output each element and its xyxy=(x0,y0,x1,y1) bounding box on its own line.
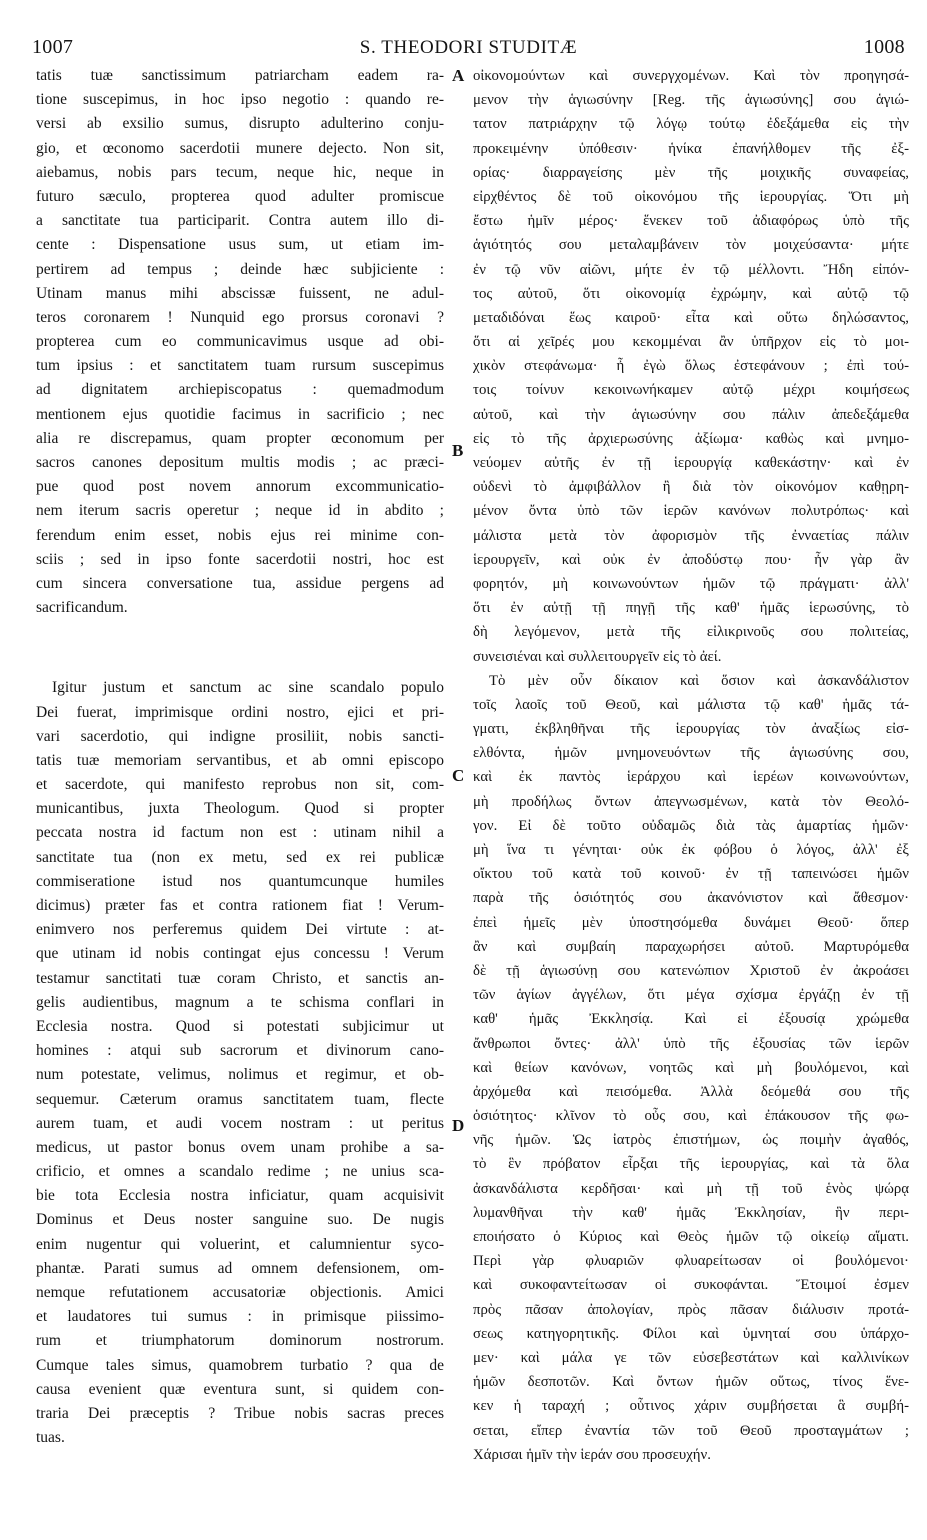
greek-paragraph-2 xyxy=(473,669,909,1467)
text-line: dicimus) præter fas et contra rationem fiat ! Verum- xyxy=(36,897,444,914)
text-line: gelis audientibus, magnum a te schisma conflari in xyxy=(36,993,444,1011)
text-line: enimvero nos perferemus quidem Dei virtute : at- xyxy=(36,921,444,939)
text-line: nemque refutationem accusatoriæ objectionis. Amici xyxy=(36,1284,444,1301)
text-line: ὁσιότητος· κλῖνον τὸ οὖς σου, καὶ ἐπάκουσον τῆς φω- xyxy=(473,1108,909,1125)
text-line: Χάρισαι ἡμῖν τὴν ἱεράν σου προσευχήν. xyxy=(473,1446,711,1463)
text-line: προκειμένην ὑπόθεσιν· ἡνίκα ἐπανήλθομεν τῆς ἐξ- xyxy=(473,140,909,157)
text-line: aurem tuam, et audi vocem nostram : ut peritus xyxy=(36,1114,444,1132)
text-line: rum et triumphatorum dominorum nostrorum. xyxy=(36,1332,444,1350)
text-line: crificio, et omnes a scandalo redime ; ne unius sca- xyxy=(36,1163,444,1181)
text-line: καὶ θείων κανόνων, νοητῶς καὶ μὴ βουλόμενοι, καὶ xyxy=(473,1059,909,1076)
text-line: medicus, ut pastor bonus ovem unam prohibe a sa- xyxy=(36,1138,444,1156)
text-line: tatis tuæ memoriam servantibus, et ab omni episcopo xyxy=(36,751,444,769)
text-line: ἄνθρωποι ὄντες· ἀλλ' ὑπὸ τῆς ἐξουσίας τῶν ἱερῶν xyxy=(473,1035,909,1052)
text-line: ἂν καὶ συμβαίη παραχωρήσει αὐτοῦ. Μαρτυρόμεθα xyxy=(473,938,909,955)
text-line: γον. Εἰ δὲ τοῦτο οὐδαμῶς διὰ τὰς ἁμαρτίας ἡμῶν· xyxy=(473,817,909,834)
text-line: a sanctitate tua participarit. Contra autem illo di- xyxy=(36,212,444,230)
text-line: ὅτι ἐν αὐτῇ τῇ πηγῇ τῆς καθ' ἡμᾶς ἱερωσύνης, τὸ xyxy=(473,600,909,617)
text-line: enim nugentur qui voluerint, et calumnientur syco- xyxy=(36,1235,444,1253)
text-line: vari sacerdotio, qui indigne prosiliit, nobis sancti- xyxy=(36,727,444,745)
text-line: καὶ συκοφαντείτωσαν οἱ συκοφάνται. Ἕτοιμοί ἐσμεν xyxy=(473,1277,909,1294)
text-line: μὴ ἵνα τι γένηται· οὐκ ἐκ φόβου ὁ λόγος, ἀλλ' ἐξ xyxy=(473,842,909,858)
text-line: propterea cum eo communicavimus usque ad obi- xyxy=(36,333,444,351)
text-line: νῆς ἡμῶν. Ὡς ἰατρὸς ἐπιστήμων, ὡς ποιμὴν ἀγαθός, xyxy=(473,1132,909,1149)
text-line: μάλιστα μετὰ τὸν ἀφορισμὸν τῆς ἐνναετίας πάλιν xyxy=(473,527,909,544)
text-line: bie tota Ecclesia nostra inficiatur, quam acquisivit xyxy=(36,1187,444,1205)
text-line: homines : atqui sub sacrorum et divinorum cano- xyxy=(36,1042,444,1060)
text-line: ὅτι αἱ χεῖρές μου κεκομμέναι ἂν ὑπῆρχον εἰς τὸ μοι- xyxy=(473,334,909,351)
text-line: τῶν ἁγίων ἀγγέλων, ὅτι μέγα σχίσμα ἐργάζῃ ἐν τῇ xyxy=(473,987,909,1004)
text-line: εἰρχθέντος δὲ τοῦ οἰκονόμου τῆς ἱερουργίας. Ὅτι μὴ xyxy=(473,188,909,205)
text-line: λυμανθῆναι τὴν καθ' ἡμᾶς Ἐκκλησίαν, ἣν περι- xyxy=(473,1204,909,1221)
text-line: cum sincera conversatione tua, assidue pergens ad xyxy=(36,574,444,592)
text-line: sacrificandum. xyxy=(36,599,128,617)
text-line: pertirem ad tempus ; deinde hæc subjiciente : xyxy=(36,260,444,278)
running-title: S. THEODORI STUDITÆ xyxy=(359,37,578,58)
text-line: ἐπεὶ ἡμεῖς μὲν ὑποστησόμεθα δυνάμει Θεοῦ· ὅπερ xyxy=(473,914,909,931)
text-line: καὶ ἐκ παντὸς ἱεράρχου καὶ ἱερέων κοινωνούντων, xyxy=(473,769,909,786)
text-line: pue quod post novem annorum excommunicatio- xyxy=(36,478,444,496)
text-line: Dei fuerat, imprimisque ordini nostro, ejici et pri- xyxy=(36,703,444,721)
text-line: sanctitate tua (non ex metu, sed ex rei publicæ xyxy=(36,848,444,866)
text-line: παρὰ τῆς ὁσιότητός σου ἀκανόνιστον καὶ ἄθεσμον· xyxy=(473,890,909,907)
text-line: municantibus, juxta Theologum. Quod si propter xyxy=(36,800,444,818)
text-line: num potestate, velimus, nolimus et regimur, et ob- xyxy=(36,1066,444,1084)
text-line: cente : Dispensatione usus sum, ut etiam im- xyxy=(36,236,444,254)
text-line: futuro sæculo, propterea quod adulter promiscue xyxy=(36,187,444,205)
text-line: gio, et œconomo sacerdotii munere dejecto. Non sit, xyxy=(36,139,444,157)
text-line: Περὶ γὰρ φλυαριῶν φλυαρείτωσαν οἱ βουλόμενοι· xyxy=(473,1253,909,1270)
text-line: σεται, εἴπερ ἐναντία τῶν τοῦ Θεοῦ προσταγμάτων ; xyxy=(473,1422,909,1439)
text-line: traria Dei præceptis ? Tribue nobis sacras preces xyxy=(36,1404,444,1422)
text-line: que utinam id nobis contingat ejus concessu ! Verum xyxy=(36,945,444,963)
text-line: ἐν τῷ νῦν αἰῶνι, μήτε ἐν τῷ μέλλοντι. Ἤδη εἰπόν- xyxy=(473,261,909,278)
text-line: οἰκονομούντων καὶ συνεργχομένων. Καὶ τὸν προηγησά- xyxy=(473,68,909,84)
text-line: commiseratione istud nos quantumcunque humiles xyxy=(36,872,444,890)
text-line: συνεισιέναι καὶ συλλειτουργεῖν εἰς τὸ ἀεί. xyxy=(473,648,722,665)
text-line: οὐδενὶ τὸ ἀμφιβάλλον ἢ διὰ τὸν οἰκονόμον καθῃρη- xyxy=(473,479,909,496)
text-line: Ecclesia nostra. Quod si potestati subjicimur ut xyxy=(36,1017,444,1035)
text-line: ferendum enim esset, nobis ejus rei minime con- xyxy=(36,526,444,544)
text-line: ορίας· διαρραγείσης μὲν τῆς μοιχικῆς συναφείας, xyxy=(473,164,909,181)
greek-column xyxy=(473,64,909,1467)
text-line: sciis ; sed in ipso fonte sacerdotii nostri, hoc est xyxy=(36,550,444,568)
text-line: εποιήσατο ὁ Κύριος καὶ Θεὸς ἡμῶν τῷ οἰκείῳ αἵματι. xyxy=(473,1229,909,1245)
right-page-number: 1008 xyxy=(863,36,905,58)
text-line: et sacerdote, qui manifesto reprobus non sit, com- xyxy=(36,776,444,794)
text-line: μεν· καὶ μάλα γε τῶν εὐσεβεστάτων καὶ καλλινίκων xyxy=(473,1349,909,1366)
text-line: tuas. xyxy=(36,1429,65,1447)
text-line: μεταδιδόναι ἕως καιροῦ· εἶτα καὶ οὕτω δηλώσαντος, xyxy=(473,309,909,326)
text-line: peccata nostra id factum non est : utinam nihil a xyxy=(36,824,444,842)
text-line: ελθόντα, ἡμῶν μνημονευόντων τῆς ἁγιωσύνης σου, xyxy=(473,745,909,762)
text-line: ad dignitatem archiepiscopatus : quemadmodum xyxy=(36,381,444,399)
text-line: γματι, ἐκβληθῆναι τῆς ἱερουργίας τὸν ἀναξίως εἰσ- xyxy=(473,721,909,738)
text-line: μενον τὴν ἁγιωσύνην [Reg. τῆς ἁγιωσύνης] σου ἁγιώ- xyxy=(473,92,909,109)
text-line: tum ipsius : et sanctitatem tuam rursum suscepimus xyxy=(36,357,444,375)
text-line: ἱερουργεῖν, καὶ οὐκ ἐν ἀποδύστῳ που· ἦν γὰρ ἂν xyxy=(473,551,909,568)
text-line: τατον πατριάρχην τῷ λόγῳ τούτῳ ἐδεξάμεθα εἰς τὴν xyxy=(473,116,909,133)
text-line: καθ' ἡμᾶς Ἐκκλησίᾳ. Καὶ εἰ ἐξουσίᾳ χρώμεθα xyxy=(473,1011,909,1028)
text-line: nem iterum sacris operetur ; neque id in abdito ; xyxy=(36,502,444,520)
text-line: causa evenient quæ eventura sunt, si quidem con- xyxy=(36,1380,444,1398)
text-line: Cumque tales simus, quamobrem turbatio ? qua de xyxy=(36,1356,444,1374)
text-line: τος αὐτοῦ, ὅτι οἰκονομίᾳ ἐχρώμην, καὶ αὐτῷ τῷ xyxy=(473,285,909,302)
text-line: ἀσκανδάλιστα κερδῆσαι· καὶ μὴ τῇ τοῦ ἑνὸς ψώρᾳ xyxy=(473,1180,909,1197)
text-line: σεως κατηγορητικῆς. Φίλοι καὶ ὑμνηταί σου ὑπάρχο- xyxy=(473,1325,909,1342)
latin-paragraph-2 xyxy=(36,676,444,1450)
latin-paragraph-1 xyxy=(36,64,444,620)
text-line: sequemur. Cæterum oramus sanctitatem tuam, flecte xyxy=(36,1090,444,1108)
margin-marker-b: B xyxy=(452,441,464,460)
latin-column xyxy=(36,64,444,1450)
text-line: Utinam manus mihi abscissæ fuissent, ne adul- xyxy=(36,284,444,302)
greek-paragraph-1 xyxy=(473,64,909,669)
text-line: alia re discrepamus, quam propter œconomum per xyxy=(36,429,444,447)
text-line: Τὸ μὲν οὖν δίκαιον καὶ ὅσιον καὶ ἀσκανδάλιστον xyxy=(489,672,909,689)
text-line: tatis tuæ sanctissimum patriarcham eadem ra- xyxy=(36,67,444,84)
text-line: τοῖς λαοῖς τοῦ Θεοῦ, καὶ μάλιστα τῷ καθ' ἡμᾶς τά- xyxy=(473,696,909,713)
text-line: μὴ προδήλως ὄντων ἀπεγνωσμένων, κατὰ τὸν Θεολό- xyxy=(473,793,909,810)
text-line: τὸ ἓν πρόβατον εἶρξαι τῆς ἱερουργίας, καὶ τὰ ὅλα xyxy=(473,1156,909,1173)
text-line: εἰς τὸ τῆς ἀρχιερωσύνης ἀξίωμα· καθὼς καὶ μνημο- xyxy=(473,430,909,447)
text-line: οἴκτου τοῦ κατὰ τοῦ κοινοῦ· ἐν τῇ ταπεινώσει ἡμῶν xyxy=(473,866,909,883)
text-line: αὐτοῦ, καὶ τὴν ἁγιωσύνην σου πάλιν ἀπεδεξάμεθα xyxy=(473,406,909,423)
text-line: ἔστω ἡμῖν μέρος· ἕνεκεν τοῦ ἀδιαφόρως ὑπὸ τῆς xyxy=(473,213,909,230)
text-line: ἁγιότητός σου μεταλαμβάνειν τὸν μοιχεύσαντα· μήτε xyxy=(473,237,909,254)
margin-marker-d: D xyxy=(452,1116,465,1135)
text-line: mentionem ejus quotidie facimus in sacrificio ; nec xyxy=(36,405,444,423)
text-line: teros coronarem ! Nunquid ego prorsus coronavi ? xyxy=(36,308,444,326)
text-line: φορητόν, μὴ κοινωνούντων ἡμῶν τῷ πράγματι· ἀλλ' xyxy=(473,575,909,592)
text-line: Igitur justum et sanctum ac sine scandalo populo xyxy=(52,679,444,697)
text-line: κεν ἡ ταραχή ; οὗτινος χάριν συμβήσεται ἃ συμβή- xyxy=(473,1398,909,1415)
text-line: χικὸν στεφάνωμα· ἦ ἐγὼ ὅλως ἐστεφάνουν ; ἐπὶ τού- xyxy=(473,358,909,375)
margin-marker-c: C xyxy=(452,766,465,785)
text-line: phantæ. Parati sumus ad omnem defensionem, om- xyxy=(36,1259,444,1277)
text-line: et laudatores tui sumus : in primisque piissimo- xyxy=(36,1308,444,1326)
text-line: νεύομεν αὐτῆς ἐν τῇ ἱερουργίᾳ καθεκάστην· καὶ ἐν xyxy=(473,455,909,471)
text-line: testamur sanctitati tuæ coram Christo, et sanctis an- xyxy=(36,969,444,987)
text-line: aiebamus, nobis pars tecum, neque hic, neque in xyxy=(36,163,444,181)
margin-marker-a: A xyxy=(452,66,465,85)
text-line: μένον ὄντα ὑπὸ τῶν ἱερῶν κανόνων πολυτρόπως· καὶ xyxy=(473,503,909,520)
text-line: δὲ τῇ ἁγιωσύνῃ σου κατενώπιον Χριστοῦ ἐν ἀκροάσει xyxy=(473,962,909,979)
text-line: τοις τοίνυν κεκοινωνήκαμεν αὐτῷ μέχρι κοιμήσεως xyxy=(473,382,909,399)
text-line: tione suscepimus, in hoc ipso negotio : quando re- xyxy=(36,91,444,109)
text-line: sacros canones depositum multis modis ; ac præci- xyxy=(36,454,444,471)
text-line: δὴ λεγόμενον, μετὰ τῆς εἰλικρινοῦς σου πολιτείας, xyxy=(473,624,909,641)
left-page-number: 1007 xyxy=(32,36,74,58)
running-header xyxy=(32,36,905,60)
text-line: Dominus et Deus noster sanguine suo. De nugis xyxy=(36,1211,444,1229)
text-line: πρὸς πᾶσαν ἀπολογίαν, πρὸς πᾶσαν διάλυσιν προτά- xyxy=(473,1301,909,1318)
text-line: versi ab exsilio sumus, disrupto adulterino conju- xyxy=(36,115,444,133)
text-line: ἀρχόμεθα καὶ πεισόμεθα. Ἀλλὰ δεόμεθά σου τῆς xyxy=(473,1083,909,1100)
text-line: ἡμῶν δεσποτῶν. Καὶ ὄντων ἡμῶν οὕτως, τίνος ἕνε- xyxy=(473,1374,909,1391)
